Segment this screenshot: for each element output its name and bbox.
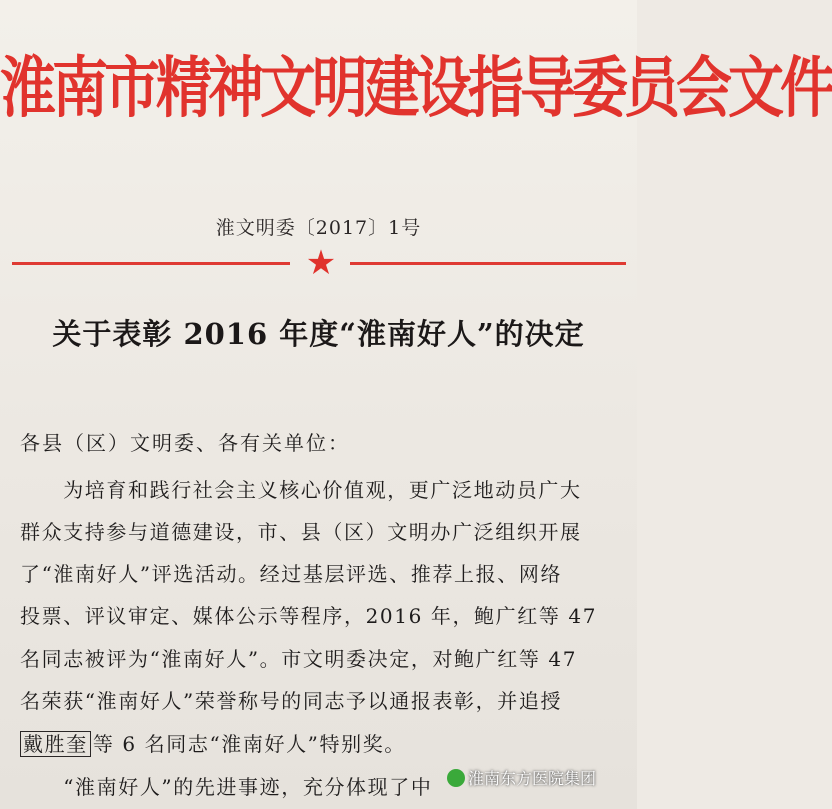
boxed-name: 戴胜奎	[20, 731, 91, 757]
watermark	[447, 766, 596, 789]
issuing-authority-title: 淮南市精神文明建设指导委员会文件	[0, 50, 832, 127]
body-line-5: 名同志被评为“淮南好人”。市文明委决定，对鲍广红等 47	[20, 647, 578, 671]
document-number: 淮文明委〔2017〕1号	[215, 217, 422, 239]
salutation: 各县（区）文明委、各有关单位：	[20, 431, 350, 455]
body-line-2: 群众支持参与道德建设，市、县（区）文明办广泛组织开展	[20, 520, 582, 544]
wechat-logo-icon	[447, 769, 465, 787]
red-rule-left	[12, 262, 290, 265]
decision-title: 关于表彰 2016 年度“淮南好人”的决定	[52, 317, 585, 351]
red-rule-right	[350, 262, 626, 265]
body-line-8: “淮南好人”的先进事迹，充分体现了中	[20, 775, 433, 799]
body-line-6: 名荣获“淮南好人”荣誉称号的同志予以通报表彰，并追授	[20, 689, 563, 713]
body-line-1: 为培育和践行社会主义核心价值观，更广泛地动员广大	[20, 478, 582, 502]
body-line-3: 了“淮南好人”评选活动。经过基层评选、推荐上报、网络	[20, 562, 563, 586]
body-line-4: 投票、评议审定、媒体公示等程序，2016 年，鲍广红等 47	[20, 604, 598, 628]
watermark-text: 淮南东方医院集团	[468, 769, 597, 788]
star-icon: ★	[305, 243, 337, 283]
body-line-7	[20, 728, 406, 757]
body-line-7-text: 等 6 名同志“淮南好人”特别奖。	[92, 732, 406, 756]
